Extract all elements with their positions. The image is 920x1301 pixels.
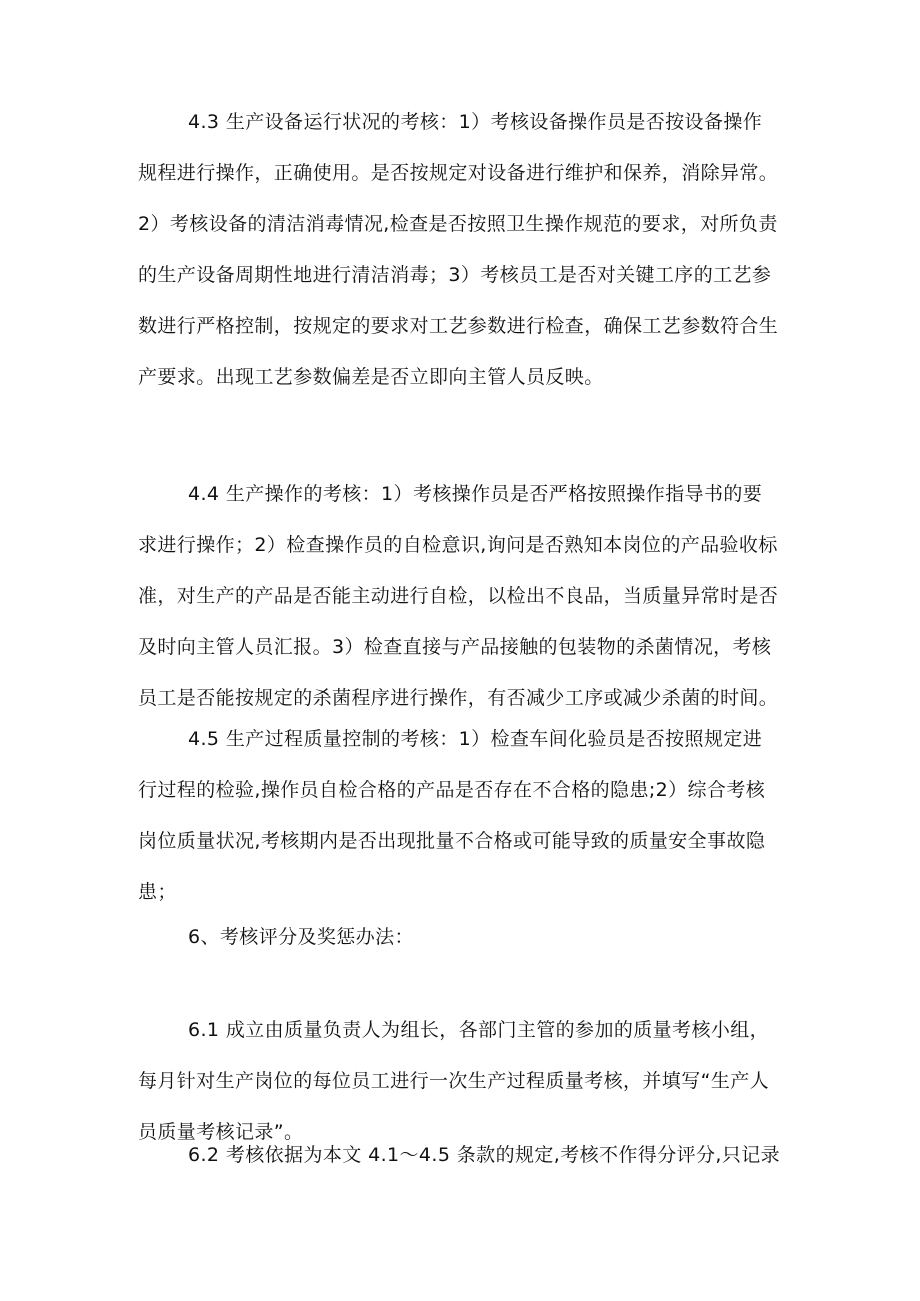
paragraph-line: 每月针对生产岗位的每位员工进行一次生产过程质量考核，并填写“生产人 (138, 1070, 770, 1092)
paragraph-line: 数进行严格控制，按规定的要求对工艺参数进行检查，确保工艺参数符合生 (138, 315, 779, 337)
paragraph-line: 产要求。出现工艺参数偏差是否立即向主管人员反映。 (138, 366, 604, 388)
paragraph-line: 的生产设备周期性地进行清洁消毒；3）考核员工是否对关键工序的工艺参 (138, 264, 772, 286)
paragraph-line: 求进行操作；2）检查操作员的自检意识,询问是否熟知本岗位的产品验收标 (138, 534, 778, 556)
paragraph-line: 患； (138, 881, 177, 903)
paragraph-line: 2）考核设备的清洁消毒情况,检查是否按照卫生操作规范的要求，对所负责 (138, 213, 778, 235)
paragraph-line: 4.5 生产过程质量控制的考核：1）检查车间化验员是否按照规定进 (188, 728, 763, 750)
paragraph-line: 及时向主管人员汇报。3）检查直接与产品接触的包装物的杀菌情况，考核 (138, 636, 772, 658)
paragraph-line: 岗位质量状况,考核期内是否出现批量不合格或可能导致的质量安全事故隐 (138, 830, 766, 852)
section-4-5-paragraph (138, 714, 808, 918)
paragraph-line: 员质量考核记录”。 (138, 1121, 304, 1143)
paragraph-line: 6.1 成立由质量负责人为组长，各部门主管的参加的质量考核小组， (188, 1019, 770, 1041)
section-4-3-paragraph (138, 97, 808, 403)
paragraph-line: 4.3 生产设备运行状况的考核：1）考核设备操作员是否按设备操作 (188, 111, 763, 133)
section-6-heading (138, 912, 808, 963)
paragraph-line: 准，对生产的产品是否能主动进行自检，以检出不良品，当质量异常时是否 (138, 585, 779, 607)
section-heading-line: 6、考核评分及奖惩办法： (188, 926, 414, 948)
paragraph-line: 6.2 考核依据为本文 4.1～4.5 条款的规定,考核不作得分评分,只记录 (188, 1144, 781, 1166)
paragraph-line: 4.4 生产操作的考核：1）考核操作员是否严格按照操作指导书的要 (188, 483, 763, 505)
paragraph-line: 行过程的检验,操作员自检合格的产品是否存在不合格的隐患;2）综合考核 (138, 779, 766, 801)
paragraph-line: 规程进行操作，正确使用。是否按规定对设备进行维护和保养，消除异常。 (138, 162, 779, 184)
section-4-4-paragraph (138, 469, 808, 724)
section-6-2-paragraph (138, 1130, 808, 1181)
paragraph-line: 员工是否能按规定的杀菌程序进行操作，有否减少工序或减少杀菌的时间。 (138, 687, 779, 709)
